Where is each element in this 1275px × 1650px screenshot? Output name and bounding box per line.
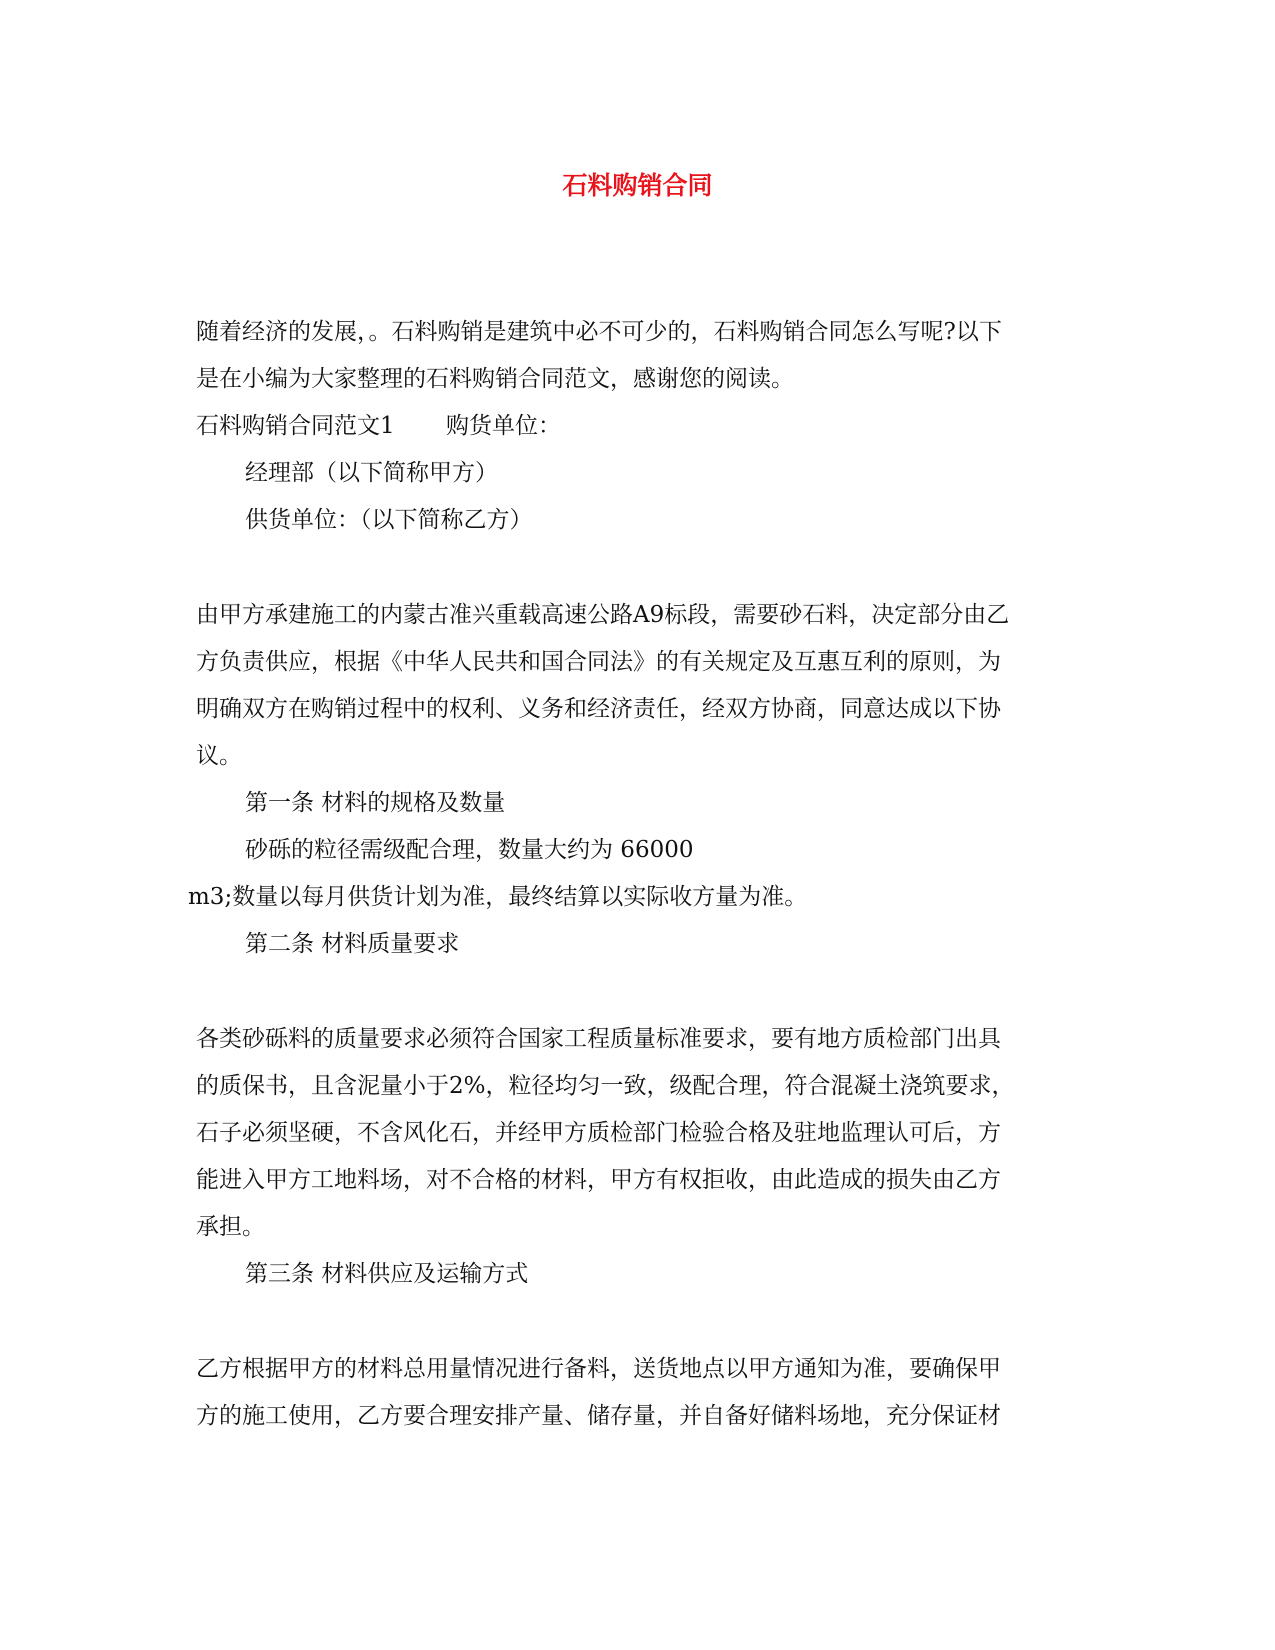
article2-heading: 第二条 材料质量要求 bbox=[245, 931, 460, 957]
article3-line-2: 方的施工使用，乙方要合理安排产量、储存量，并自备好储料场地，充分保证材 bbox=[196, 1403, 1001, 1429]
supplier-line: 供货单位：（以下简称乙方） bbox=[245, 507, 533, 533]
article2-line-1: 各类砂砾料的质量要求必须符合国家工程质量标准要求，要有地方质检部门出具 bbox=[196, 1026, 1001, 1052]
preamble-line-4: 议。 bbox=[196, 743, 242, 769]
preamble-line-3: 明确双方在购销过程中的权利、义务和经济责任，经双方协商，同意达成以下协 bbox=[196, 696, 1001, 722]
article1-heading: 第一条 材料的规格及数量 bbox=[245, 790, 506, 816]
preamble-line-2: 方负责供应，根据《中华人民共和国合同法》的有关规定及互惠互利的原则，为 bbox=[196, 649, 1001, 675]
document-title: 石料购销合同 bbox=[562, 171, 713, 200]
preamble-line-1: 由甲方承建施工的内蒙古准兴重载高速公路A9标段，需要砂石料，决定部分由乙 bbox=[196, 602, 1010, 628]
article1-line-1: 砂砾的粒径需级配合理，数量大约为 66000 bbox=[245, 837, 694, 863]
article3-heading: 第三条 材料供应及运输方式 bbox=[245, 1261, 529, 1287]
article2-line-3: 石子必须坚硬，不含风化石，并经甲方质检部门检验合格及驻地监理认可后，方 bbox=[196, 1120, 1001, 1146]
buyer-line: 经理部（以下简称甲方） bbox=[245, 460, 498, 486]
buyer-label: 购货单位： bbox=[446, 413, 561, 439]
sample-heading: 石料购销合同范文1 bbox=[196, 413, 395, 439]
article2-line-4: 能进入甲方工地料场，对不合格的材料，甲方有权拒收，由此造成的损失由乙方 bbox=[196, 1167, 1001, 1193]
intro-line-2: 是在小编为大家整理的石料购销合同范文，感谢您的阅读。 bbox=[196, 366, 794, 392]
article3-line-1: 乙方根据甲方的材料总用量情况进行备料，送货地点以甲方通知为准，要确保甲 bbox=[196, 1356, 1001, 1382]
intro-line-1: 随着经济的发展，。石料购销是建筑中必不可少的，石料购销合同怎么写呢?以下 bbox=[196, 319, 1002, 345]
article2-line-2: 的质保书，且含泥量小于2%，粒径均匀一致，级配合理，符合混凝土浇筑要求， bbox=[196, 1073, 1015, 1099]
article2-line-5: 承担。 bbox=[196, 1214, 265, 1240]
article1-line-2: m3;数量以每月供货计划为准，最终结算以实际收方量为准。 bbox=[188, 884, 808, 910]
